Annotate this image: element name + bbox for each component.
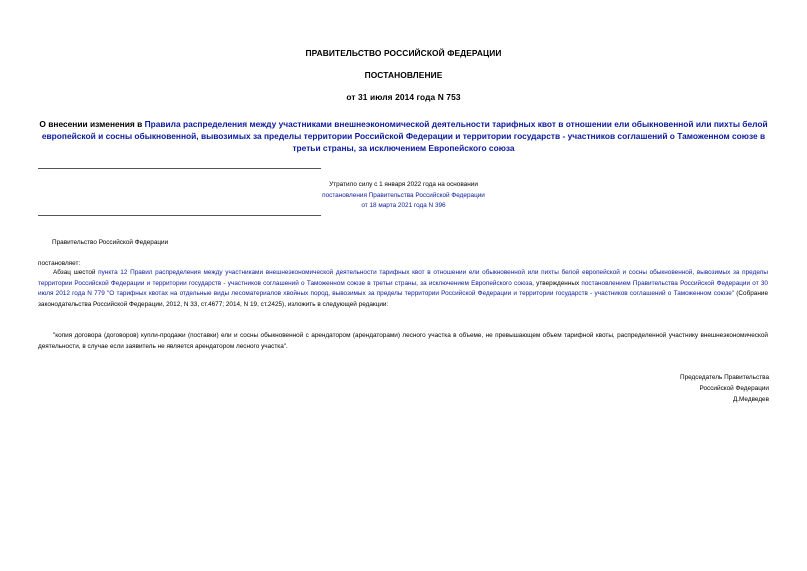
status-note-line1: Утратило силу с 1 января 2022 года на основании (329, 181, 478, 188)
p1-resolution-link[interactable]: постановлением Правительства Российской Федерации от 30 июля 2012 года N 779 "О тарифных квотах на отдельные виды лесоматериалов хвойных пород, вывозимых за пределы территории Российской Федерации и территории государств - участников соглашений о Таможенном союзе" (38, 279, 768, 298)
signature-org: Российской Федерации (699, 385, 769, 392)
top-divider (38, 168, 321, 169)
status-note-link-date[interactable]: от 18 марта 2021 года N 396 (361, 202, 446, 209)
p1-prefix: Абзац шестой (53, 269, 99, 276)
government-line: Правительство Российской Федерации (52, 239, 169, 246)
p1-suffix: (Собрание законодательства Российской Федерации, 2012, N 33, ст.4677; 2014, N 19, ст.2425), изложить в следующей редакции: (38, 290, 768, 308)
bottom-divider (38, 215, 321, 216)
resolves-line: постановляет: (38, 260, 81, 267)
document-date-number: от 31 июля 2014 года N 753 (346, 92, 461, 102)
paragraph-amendment (38, 268, 768, 310)
signature-title: Председатель Правительства (680, 374, 769, 381)
status-note (200, 180, 607, 212)
status-note-link[interactable]: постановления Правительства Российской Федерации (322, 191, 485, 199)
document-title (30, 118, 777, 154)
p1-middle: , утвержденных (532, 279, 582, 287)
paragraph-new-text: "копия договора (договоров) купли-продажи (поставки) ели и сосны обыкновенной с арендатором (арендаторами) лесного участка в объеме, не превышающем объем тарифной квоты, распределенной участнику внешнеэкономической деятельности, в случае если заявитель не является арендатором лесного участка". (38, 332, 768, 350)
document-type: ПОСТАНОВЛЕНИЕ (364, 70, 443, 80)
signature-name: Д.Медведев (732, 396, 769, 403)
title-prefix: О внесении изменения в (39, 119, 145, 129)
p1-rules-link[interactable]: пункта 12 Правил распределения между участниками внешнеэкономической деятельности тарифных квот в отношении ели обыкновенной или пихты белой европейской и сосны обыкновенной, вывозимых за пределы территории Российской Федерации и территории государств - участников соглашений о Таможенном союзе в третьи страны, за исключением Европейского союза (38, 269, 768, 287)
title-rules-link[interactable]: Правила распределения между участниками внешнеэкономической деятельности тарифных квот в отношении ели обыкновенной или пихты белой европейской и сосны обыкновенной, вывозимых за пределы территории Российской Федерации и территории государств - участников соглашений о Таможенном союзе в третьи страны, за исключением Европейского союза (41, 119, 768, 153)
signature-block (680, 372, 769, 405)
government-name: ПРАВИТЕЛЬСТВО РОССИЙСКОЙ ФЕДЕРАЦИИ (305, 48, 502, 58)
